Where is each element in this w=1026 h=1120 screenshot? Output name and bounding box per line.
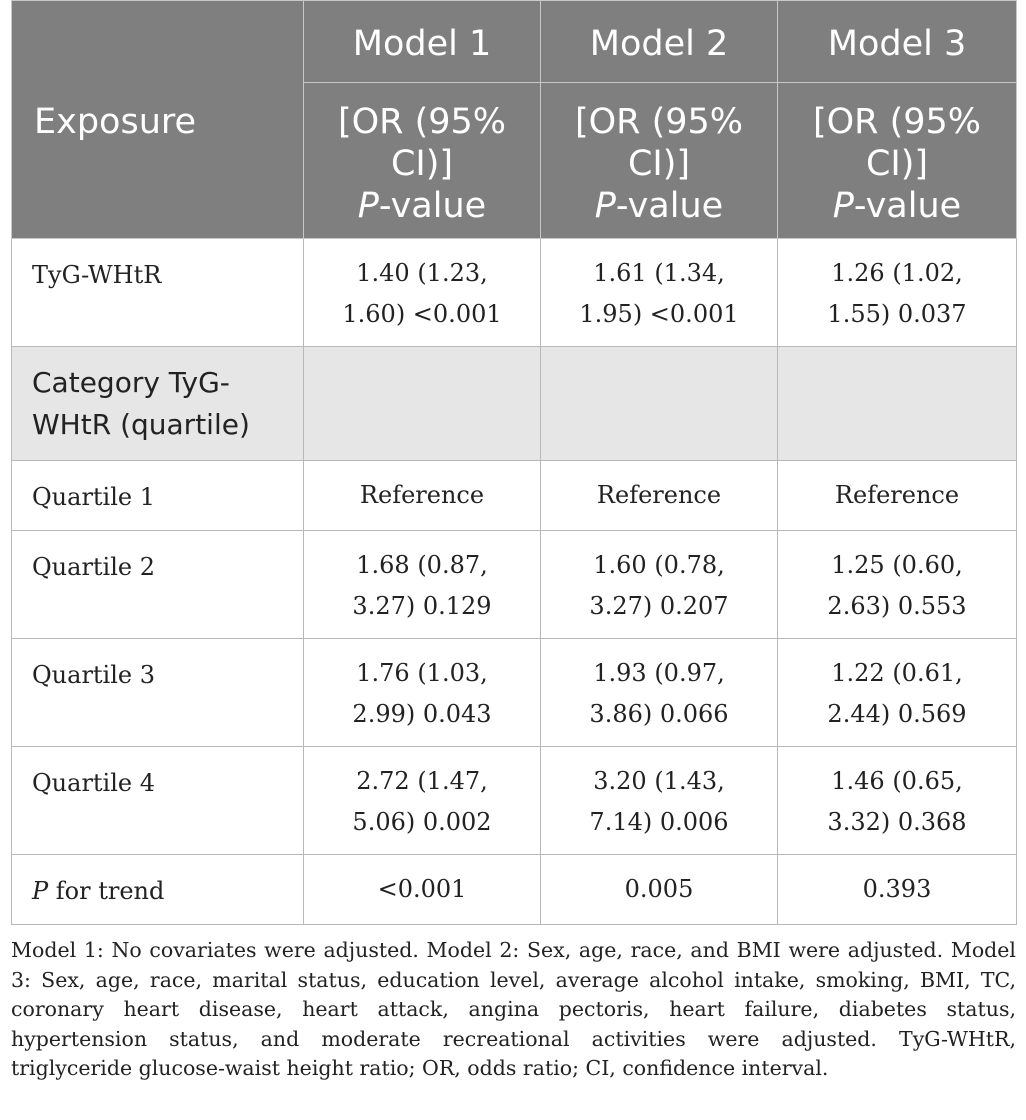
table-footnote: Model 1: No covariates were adjusted. Model 2: Sex, age, race, and BMI were adjusted. Model 3: Sex, age, race, marital status, education level, average alcohol intake, smoking, BMI, TC, coronary heart disease, heart attack, angina pectoris, heart failure, diabetes status, hypertension status, and moderate recreational activities were adjusted. TyG-WHtR, triglyceride glucose-waist height ratio; OR, odds ratio; CI, confidence interval.	[11, 938, 1016, 1080]
cell-model-3	[778, 747, 1017, 855]
metric-p: P	[357, 186, 379, 226]
category-empty-cell	[778, 347, 1017, 461]
category-empty-cell	[541, 347, 778, 461]
table-row-quartile-1	[12, 461, 1017, 531]
metric-value: -value	[378, 186, 487, 226]
cell-model-2	[541, 639, 778, 747]
table-row-quartile-3	[12, 639, 1017, 747]
category-line1: Category TyG-	[32, 365, 230, 399]
header-model-1: Model 1	[304, 1, 541, 83]
trend-label-p: P	[32, 877, 49, 905]
cell-model-1	[304, 531, 541, 639]
metric-value: -value	[853, 186, 962, 226]
cell-line1: 1.60 (0.78,	[593, 551, 725, 579]
cell-line1: 1.26 (1.02,	[831, 259, 963, 287]
metric-line2: CI)]	[627, 144, 691, 184]
cell-line2: 2.99) 0.043	[352, 700, 492, 728]
cell-line1: 1.93 (0.97,	[593, 659, 725, 687]
cell-model-3: 0.393	[778, 855, 1017, 925]
cell-line1: 1.76 (1.03,	[356, 659, 488, 687]
cell-line2: 3.27) 0.207	[589, 592, 729, 620]
cell-model-3	[778, 531, 1017, 639]
results-table	[11, 0, 1017, 925]
metric-line1: [OR (95%	[812, 102, 982, 142]
cell-line1: 3.20 (1.43,	[593, 767, 725, 795]
metric-line2: CI)]	[390, 144, 454, 184]
cell-model-2	[541, 747, 778, 855]
cell-line2: 3.32) 0.368	[827, 808, 967, 836]
cell-line1: 1.61 (1.34,	[593, 259, 725, 287]
cell-model-1	[304, 747, 541, 855]
cell-line2: 3.27) 0.129	[352, 592, 492, 620]
cell-line2: 2.44) 0.569	[827, 700, 967, 728]
cell-line1: 1.22 (0.61,	[831, 659, 963, 687]
category-empty-cell	[304, 347, 541, 461]
row-label: Quartile 2	[12, 531, 304, 639]
results-table-container	[11, 0, 1016, 925]
cell-line2: 1.60) <0.001	[342, 300, 502, 328]
header-exposure: Exposure	[12, 1, 304, 239]
header-row-models	[12, 1, 1017, 83]
cell-line1: 1.40 (1.23,	[356, 259, 488, 287]
cell-line2: 2.63) 0.553	[827, 592, 967, 620]
header-metric-1	[304, 83, 541, 239]
category-line2: WHtR (quartile)	[32, 407, 250, 441]
row-label	[12, 855, 304, 925]
cell-line1: 1.68 (0.87,	[356, 551, 488, 579]
metric-value: -value	[615, 186, 724, 226]
cell-line1: 2.72 (1.47,	[356, 767, 488, 795]
header-metric-3	[778, 83, 1017, 239]
cell-model-1: <0.001	[304, 855, 541, 925]
cell-model-3	[778, 239, 1017, 347]
cell-line2: 5.06) 0.002	[352, 808, 492, 836]
header-model-2: Model 2	[541, 1, 778, 83]
metric-line2: CI)]	[865, 144, 929, 184]
cell-line2: 3.86) 0.066	[589, 700, 729, 728]
cell-model-2: Reference	[541, 461, 778, 531]
cell-model-3: Reference	[778, 461, 1017, 531]
table-row-tyg-whtr	[12, 239, 1017, 347]
cell-line1: 1.25 (0.60,	[831, 551, 963, 579]
header-model-3: Model 3	[778, 1, 1017, 83]
cell-model-1	[304, 639, 541, 747]
cell-line2: 7.14) 0.006	[589, 808, 729, 836]
row-label: Quartile 1	[12, 461, 304, 531]
table-row-quartile-2	[12, 531, 1017, 639]
trend-label-rest: for trend	[48, 877, 165, 905]
cell-line1: 1.46 (0.65,	[831, 767, 963, 795]
row-label: Quartile 3	[12, 639, 304, 747]
metric-line1: [OR (95%	[337, 102, 507, 142]
cell-model-2: 0.005	[541, 855, 778, 925]
metric-p: P	[594, 186, 616, 226]
row-label: Quartile 4	[12, 747, 304, 855]
cell-line2: 1.95) <0.001	[579, 300, 739, 328]
table-row-p-for-trend	[12, 855, 1017, 925]
cell-model-1: Reference	[304, 461, 541, 531]
cell-model-2	[541, 239, 778, 347]
metric-p: P	[832, 186, 854, 226]
cell-model-1	[304, 239, 541, 347]
cell-model-2	[541, 531, 778, 639]
cell-line2: 1.55) 0.037	[827, 300, 967, 328]
cell-model-3	[778, 639, 1017, 747]
header-metric-2	[541, 83, 778, 239]
category-label	[12, 347, 304, 461]
table-row-category	[12, 347, 1017, 461]
metric-line1: [OR (95%	[574, 102, 744, 142]
table-row-quartile-4	[12, 747, 1017, 855]
row-label: TyG-WHtR	[12, 239, 304, 347]
